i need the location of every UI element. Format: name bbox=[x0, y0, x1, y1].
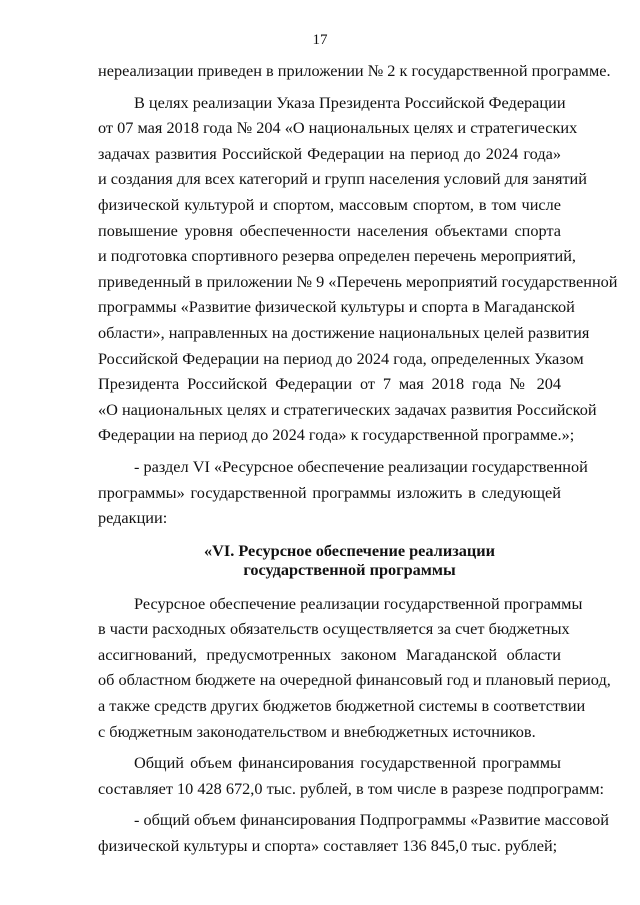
text-line: Общий объем финансирования государственной программы bbox=[134, 753, 561, 773]
paragraph-6 bbox=[98, 807, 609, 858]
paragraph-1 bbox=[98, 58, 611, 84]
document-body bbox=[98, 58, 618, 859]
paragraph-4 bbox=[98, 591, 611, 745]
text-line: области», направленных на достижение национальных целей развития bbox=[98, 322, 590, 342]
text-line: с бюджетным законодательством и внебюджетных источников. bbox=[98, 721, 536, 741]
section-heading bbox=[98, 541, 561, 579]
text-line: «О национальных целях и стратегических задачах развития Российской bbox=[98, 399, 597, 419]
page-number: 17 bbox=[312, 32, 328, 48]
text-line: физической культуры и спорта» составляет 136 845,0 тыс. рублей; bbox=[98, 836, 558, 856]
paragraph-3 bbox=[98, 454, 588, 531]
section-heading-line-2: государственной программы bbox=[243, 559, 456, 579]
text-line: Российской Федерации на период до 2024 года, определенных Указом bbox=[98, 348, 584, 368]
text-line: и подготовка спортивного резерва определен перечень мероприятий, bbox=[98, 246, 576, 266]
text-line: ассигнований, предусмотренных законом Магаданской области bbox=[98, 644, 561, 664]
text-line: программы» государственной программы изложить в следующей bbox=[98, 482, 561, 502]
text-line: а также средств других бюджетов бюджетной системы в соответствии bbox=[98, 696, 586, 716]
text-line: Ресурсное обеспечение реализации государственной программы bbox=[134, 593, 583, 613]
paragraph-2 bbox=[98, 90, 618, 448]
text-line: об областном бюджете на очередной финансовый год и плановый период, bbox=[98, 670, 611, 690]
section-heading-line-1: «VI. Ресурсное обеспечение реализации bbox=[203, 540, 496, 560]
paragraph-5 bbox=[98, 750, 605, 801]
text-line: приведенный в приложении № 9 «Перечень мероприятий государственной bbox=[98, 271, 618, 291]
text-line: В целях реализации Указа Президента Российской Федерации bbox=[134, 92, 566, 112]
text-line: - общий объем финансирования Подпрограммы «Развитие массовой bbox=[134, 810, 609, 830]
text-line: программы «Развитие физической культуры и спорта в Магаданской bbox=[98, 297, 575, 317]
text-line: - раздел VI «Ресурсное обеспечение реализации государственной bbox=[134, 456, 588, 476]
text-line: задачах развития Российской Федерации на период до 2024 года» bbox=[98, 143, 561, 163]
text-line: редакции: bbox=[98, 508, 168, 528]
text-line: нереализации приведен в приложении № 2 к государственной программе. bbox=[98, 61, 611, 80]
text-line: физической культурой и спортом, массовым спортом, в том числе bbox=[98, 194, 561, 214]
text-line: Федерации на период до 2024 года» к государственной программе.»; bbox=[98, 425, 575, 445]
text-line: Президента Российской Федерации от 7 мая 2018 года № 204 bbox=[98, 374, 561, 394]
text-line: и создания для всех категорий и групп населения условий для занятий bbox=[98, 169, 587, 189]
text-line: составляет 10 428 672,0 тыс. рублей, в том числе в разрезе подпрограмм: bbox=[98, 778, 605, 798]
text-line: повышение уровня обеспеченности населения объектами спорта bbox=[98, 220, 561, 240]
text-line: в части расходных обязательств осуществляется за счет бюджетных bbox=[98, 619, 570, 639]
text-line: от 07 мая 2018 года № 204 «О национальных целях и стратегических bbox=[98, 118, 578, 138]
